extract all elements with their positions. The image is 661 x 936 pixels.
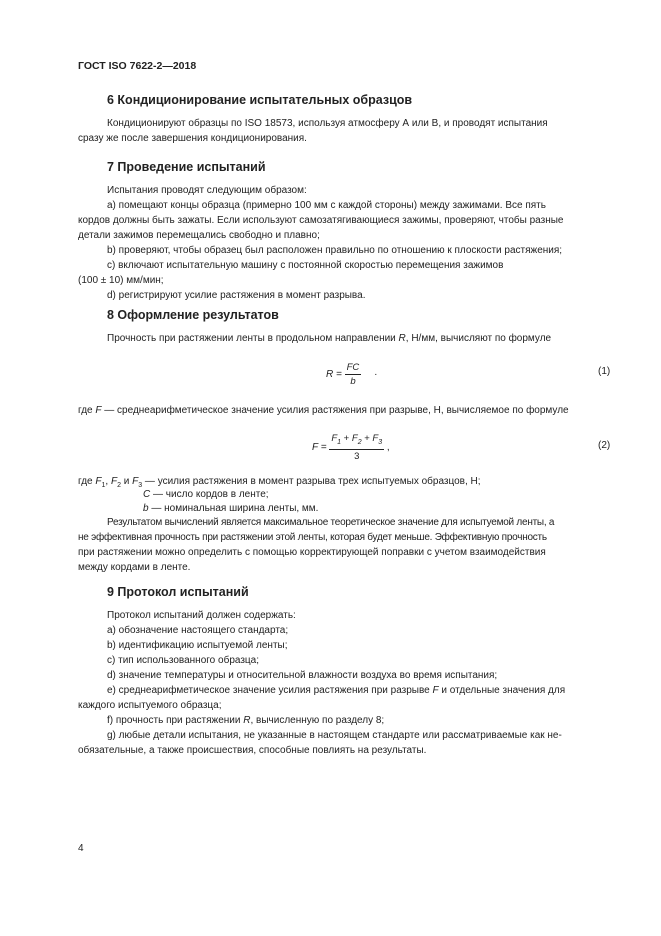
s8-result-line-1: Результатом вычислений является максимальное теоретическое значение для испытуемой ленты, а xyxy=(107,517,555,528)
s6-paragraph-line-2: сразу же после завершения кондиционирования. xyxy=(78,133,307,144)
s7-item-a-line-3: детали зажимов перемещались свободно и плавно; xyxy=(78,230,320,241)
s9-item-c: с) тип использованного образца; xyxy=(107,655,259,666)
s8-where-line: где F — среднеарифметическое значение усилия растяжения при разрыве, Н, вычисляемое по формуле xyxy=(78,405,569,416)
formula-2-number: (2) xyxy=(598,440,611,451)
s8-formula-intro: Прочность при растяжении ленты в продольном направлении R, Н/мм, вычисляют по формуле xyxy=(107,333,552,344)
s7-item-a-line-2: кордов должны быть зажаты. Если используют самозатягивающиеся зажимы, проверяют, чтобы разные xyxy=(78,215,564,226)
section-6-heading: 6 Кондиционирование испытательных образцов xyxy=(107,93,413,107)
s9-item-g-line-2: обязательные, а также происшествия, способные повлиять на результаты. xyxy=(78,745,427,756)
page-number: 4 xyxy=(78,843,84,854)
s8-definition-f: где $F_1$, $F_2$ и $F_3$ — усилия растяжения в момент разрыва трех испытуемых образцов, Н; xyxy=(78,476,481,489)
s9-item-b: b) идентификацию испытуемой ленты; xyxy=(107,640,288,651)
s9-item-f: f) прочность при растяжении R, вычисленную по разделу 8; xyxy=(107,715,385,726)
s7-item-c-line-1: с) включают испытательную машину с постоянной скоростью перемещения зажимов xyxy=(107,260,504,271)
s7-intro: Испытания проводят следующим образом: xyxy=(107,185,307,196)
s8-definition-c: C — число кордов в ленте; xyxy=(143,489,269,500)
s9-item-g-line-1: g) любые детали испытания, не указанные в настоящем стандарте или рассматриваемые как не- xyxy=(107,730,562,741)
s7-item-d: d) регистрируют усилие растяжения в момент разрыва. xyxy=(107,290,366,301)
s6-paragraph-line-1: Кондиционируют образцы по ISO 18573, используя атмосферу А или В, и проводят испытания xyxy=(107,118,548,129)
formula-2: F = $\frac{F_1 + F_2 + F_3}{3}$ , xyxy=(312,433,390,462)
s8-result-line-2: не эффективная прочность при растяжении этой ленты, которая будет меньше. Эффективную прочность xyxy=(78,532,547,543)
formula-1: R = $\frac{FC}{b}$ · xyxy=(326,362,378,387)
s9-item-e-line-1: е) среднеарифметическое значение усилия растяжения при разрыве F и отдельные значения для xyxy=(107,685,566,696)
s9-item-a: а) обозначение настоящего стандарта; xyxy=(107,625,289,636)
s8-definition-b: b — номинальная ширина ленты, мм. xyxy=(143,503,319,514)
section-7-heading: 7 Проведение испытаний xyxy=(107,160,266,174)
s9-item-d: d) значение температуры и относительной влажности воздуха во время испытания; xyxy=(107,670,498,681)
section-8-heading: 8 Оформление результатов xyxy=(107,308,279,322)
s8-result-line-4: между кордами в ленте. xyxy=(78,562,191,573)
s7-item-a-line-1: а) помещают концы образца (примерно 100 мм с каждой стороны) между зажимами. Все пять xyxy=(107,200,546,211)
document-code: ГОСТ ISO 7622-2—2018 xyxy=(78,60,197,72)
section-9-heading: 9 Протокол испытаний xyxy=(107,585,249,599)
s8-result-line-3: при растяжении можно определить с помощью корректирующей поправки с учетом взаимодействия xyxy=(78,547,546,558)
s7-item-c-line-2: (100 ± 10) мм/мин; xyxy=(78,275,164,286)
s9-item-e-line-2: каждого испытуемого образца; xyxy=(78,700,222,711)
s9-intro: Протокол испытаний должен содержать: xyxy=(107,610,296,621)
s7-item-b: b) проверяют, чтобы образец был расположен правильно по отношению к плоскости растяжения; xyxy=(107,245,563,256)
formula-1-number: (1) xyxy=(598,366,611,377)
